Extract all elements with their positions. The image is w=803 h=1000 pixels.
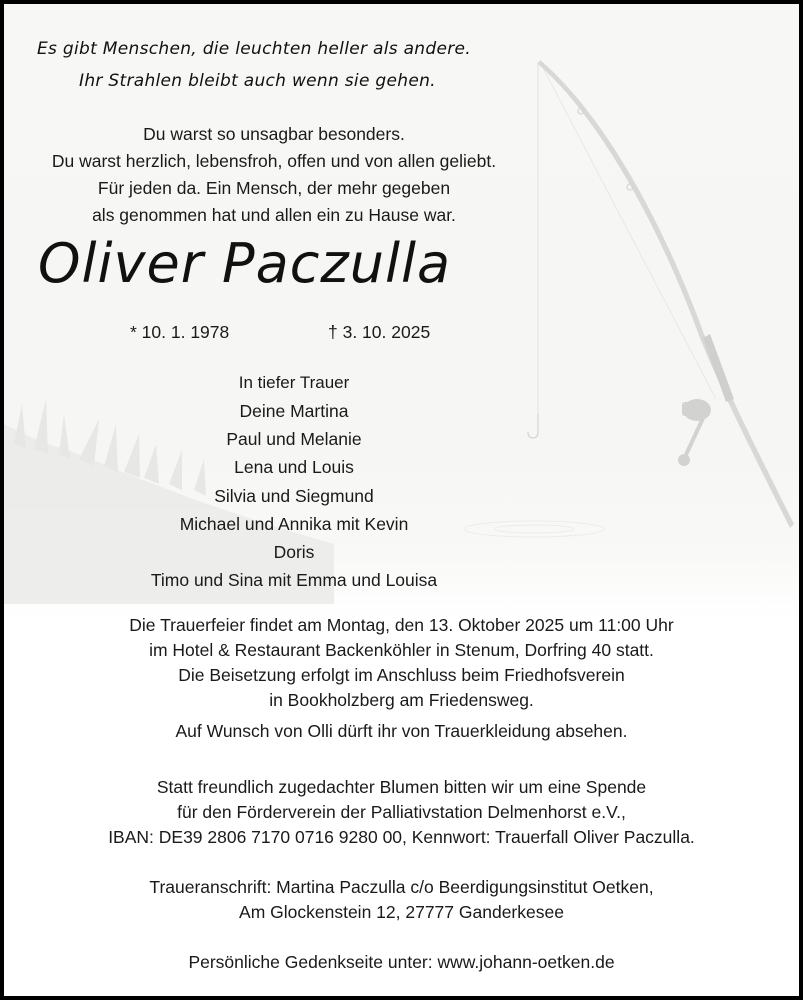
ceremony-line: Die Beisetzung erfolgt im Anschluss beim Friedhofsverein (178, 665, 625, 685)
donation-line: für den Förderverein der Palliativstation Delmenhorst e.V., (177, 802, 626, 822)
deceased-name: Oliver Paczulla (38, 232, 452, 295)
obituary-card (4, 4, 799, 996)
death-date: † 3. 10. 2025 (328, 322, 431, 342)
mourner: Timo und Sina mit Emma und Louisa (150, 570, 438, 591)
donation-line: Statt freundlich zugedachter Blumen bitten wir um eine Spende (156, 777, 647, 797)
memorial-page-text: Persönliche Gedenkseite unter: www.johann-oetken.de (188, 952, 615, 972)
mourner: Paul und Melanie (226, 429, 362, 450)
mourner: Deine Martina (239, 401, 349, 421)
quote-line-1: Es gibt Menschen, die leuchten heller als andere. (37, 39, 471, 59)
poem-line: Für jeden da. Ein Mensch, der mehr gegeben (97, 178, 451, 198)
mourner: Michael und Annika mit Kevin (179, 513, 409, 534)
mourners-list (104, 369, 484, 594)
ceremony-line: im Hotel & Restaurant Backenköhler in Stenum, Dorfring 40 statt. (149, 640, 654, 660)
ceremony-line: in Bookholzberg am Friedensweg. (269, 690, 534, 710)
donation-line: IBAN: DE39 2806 7170 0716 9280 00, Kennwort: Trauerfall Oliver Paczulla. (108, 827, 695, 847)
clothing-note: Auf Wunsch von Olli dürft ihr von Trauerkleidung absehen. (175, 721, 628, 741)
fishing-rod-icon (538, 60, 794, 528)
address-line: Traueranschrift: Martina Paczulla c/o Beerdigungsinstitut Oetken, (149, 877, 654, 897)
quote-line-2: Ihr Strahlen bleibt auch wenn sie gehen. (79, 71, 436, 91)
poem-line: als genommen hat und allen ein zu Hause war. (92, 205, 456, 225)
address-line: Am Glockenstein 12, 27777 Ganderkesee (239, 902, 564, 922)
mourning-address (4, 875, 799, 925)
poem-line: Du warst herzlich, lebensfroh, offen und von allen geliebt. (51, 151, 497, 171)
ceremony-line: Die Trauerfeier findet am Montag, den 13. Oktober 2025 um 11:00 Uhr (129, 615, 674, 635)
mourner: Lena und Louis (234, 457, 354, 478)
hook-icon (528, 414, 538, 438)
mourner: Doris (273, 542, 315, 563)
donation-info (4, 775, 799, 850)
reel-icon (678, 399, 711, 466)
mourning-intro: In tiefer Trauer (238, 373, 350, 392)
birth-date: * 10. 1. 1978 (130, 322, 230, 342)
mourner: Silvia und Siegmund (214, 485, 374, 506)
ceremony-info (4, 613, 799, 744)
poem-line: Du warst so unsagbar besonders. (143, 124, 405, 144)
poem (4, 121, 544, 229)
